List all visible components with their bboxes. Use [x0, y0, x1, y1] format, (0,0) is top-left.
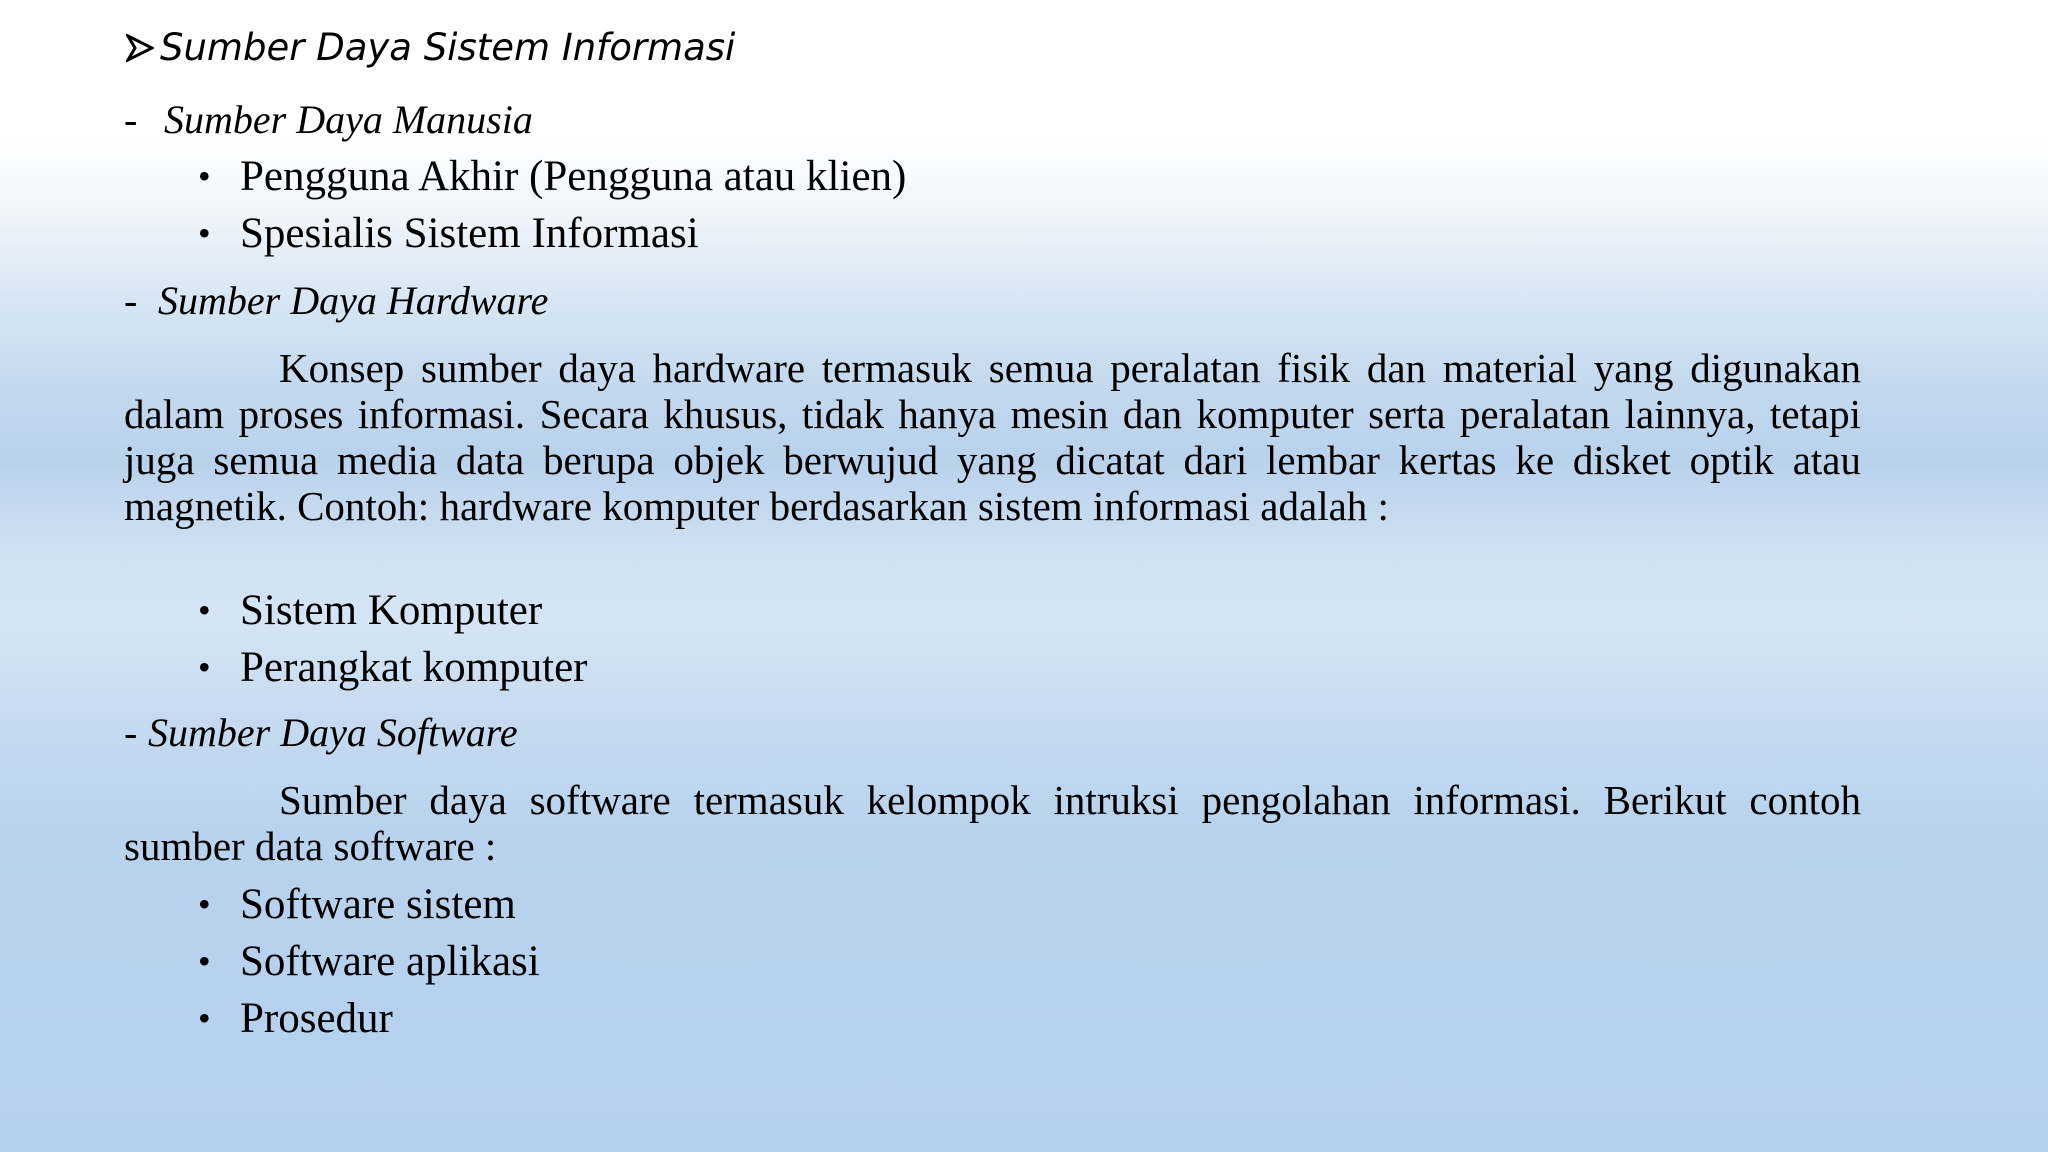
heading-dash: - — [124, 278, 138, 323]
paragraph-software: Sumber daya software termasuk kelompok intruksi pengolahan informasi. Berikut contoh sumber data software : — [124, 777, 1861, 869]
list-item-text: Software sistem — [240, 881, 516, 928]
bullet-icon: • — [198, 884, 211, 924]
heading-hardware-text: Sumber Daya Hardware — [158, 278, 549, 323]
list-item — [198, 582, 588, 639]
bullet-icon: • — [198, 647, 211, 687]
list-item-text: Software aplikasi — [240, 938, 540, 985]
list-item-text: Sistem Komputer — [240, 587, 543, 634]
list-item — [198, 933, 540, 990]
list-item — [198, 639, 588, 696]
heading-manusia-text: Sumber Daya Manusia — [164, 97, 533, 142]
list-item — [198, 990, 540, 1047]
bullet-list-software — [198, 876, 540, 1047]
heading-manusia — [124, 96, 533, 143]
list-item-text: Spesialis Sistem Informasi — [240, 210, 699, 257]
paragraph-hardware: Konsep sumber daya hardware termasuk semua peralatan fisik dan material yang digunakan dalam proses informasi. Secara khusus, tidak hanya mesin dan komputer serta peralatan lainnya, tetapi juga semua media data berupa objek berwujud yang dicatat dari lembar kertas ke disket optik atau magnetik. Contoh: hardware komputer berdasarkan sistem informasi adalah : — [124, 345, 1861, 529]
list-item-text: Perangkat komputer — [240, 644, 588, 691]
arrow-bullet-icon — [126, 33, 154, 63]
list-item — [198, 148, 906, 205]
heading-software — [124, 709, 518, 756]
bullet-icon: • — [198, 941, 211, 981]
list-item — [198, 205, 906, 262]
bullet-list-manusia — [198, 148, 906, 262]
slide-title: Sumber Daya Sistem Informasi — [160, 26, 736, 69]
list-item — [198, 876, 540, 933]
bullet-list-hardware — [198, 582, 588, 696]
list-item-text: Pengguna Akhir (Pengguna atau klien) — [240, 153, 907, 200]
slide-title-line — [126, 26, 735, 69]
bullet-icon: • — [198, 156, 211, 196]
heading-dash: - — [124, 97, 138, 142]
bullet-icon: • — [198, 213, 211, 253]
heading-hardware — [124, 277, 548, 324]
heading-software-text: Sumber Daya Software — [148, 710, 518, 755]
bullet-icon: • — [198, 590, 211, 630]
list-item-text: Prosedur — [240, 995, 393, 1042]
heading-dash: - — [124, 710, 138, 755]
bullet-icon: • — [198, 998, 211, 1038]
